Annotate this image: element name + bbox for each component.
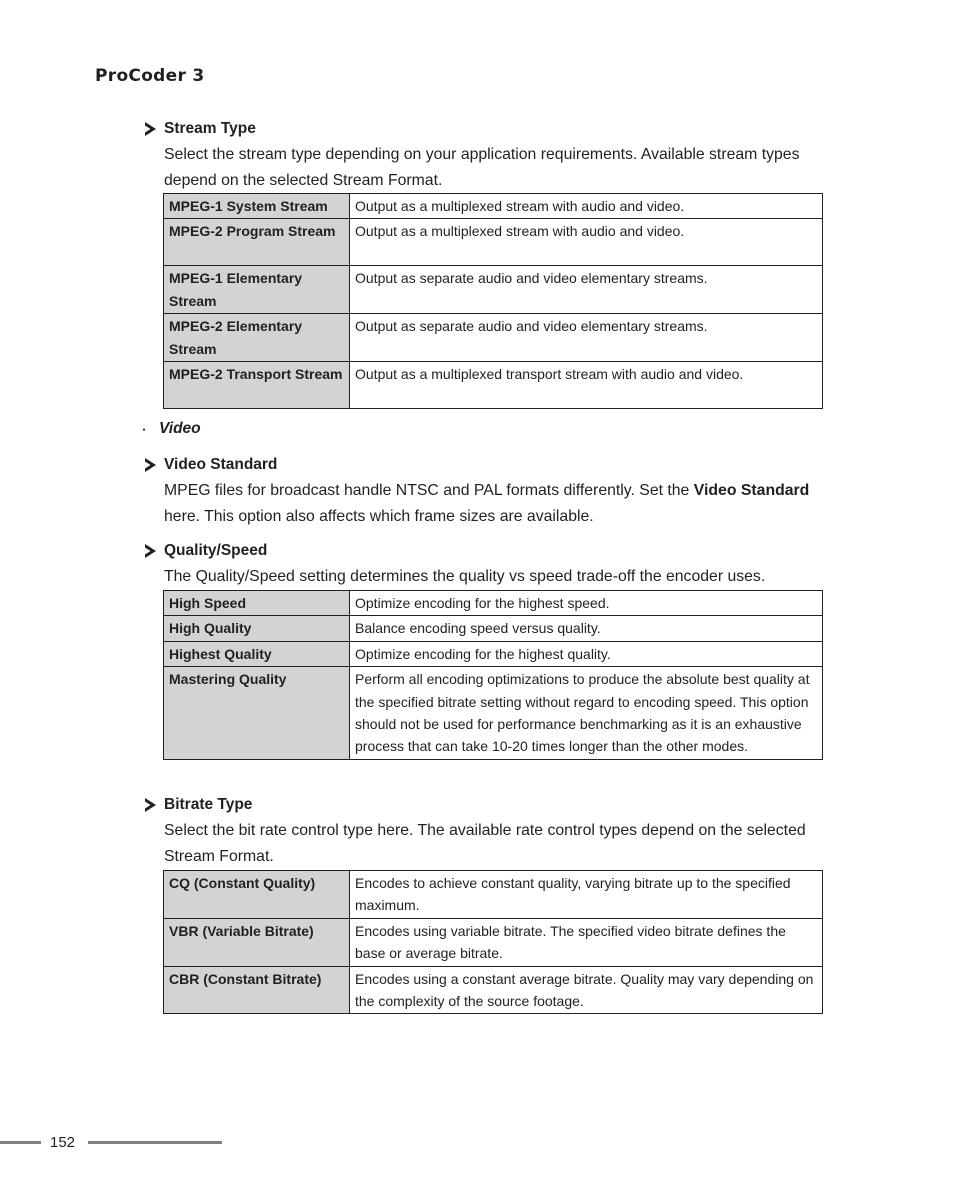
- bitrate-type-table: [163, 870, 823, 1014]
- table-key-cell: MPEG-2 Program Stream: [164, 219, 350, 266]
- video-standard-text-start: MPEG files for broadcast handle NTSC and PAL formats differently. Set the: [164, 482, 694, 499]
- video-standard-heading-label: Video Standard: [164, 456, 278, 473]
- quality-speed-description: The Quality/Speed setting determines the quality vs speed trade-off the encoder uses.: [164, 568, 766, 585]
- quality-speed-heading: [143, 540, 267, 562]
- table-row: [164, 918, 823, 966]
- video-standard-description: [164, 478, 834, 529]
- table-value-cell: Optimize encoding for the highest speed.: [350, 591, 823, 616]
- video-standard-heading: [143, 454, 277, 476]
- table-row: [164, 362, 823, 409]
- table-row: [164, 219, 823, 266]
- table-key-cell: High Speed: [164, 591, 350, 616]
- table-key-cell: High Quality: [164, 616, 350, 641]
- table-row: [164, 966, 823, 1014]
- video-section-label: Video: [159, 420, 201, 437]
- stream-type-table: [163, 193, 823, 409]
- table-row: [164, 616, 823, 641]
- table-value-cell: Encodes using variable bitrate. The specified video bitrate defines the base or average bitrate.: [350, 918, 823, 966]
- table-row: [164, 641, 823, 666]
- chevron-right-icon: [143, 121, 158, 137]
- bitrate-type-heading: [143, 794, 252, 816]
- video-section-bullet: [138, 419, 201, 439]
- video-standard-text-end: here. This option also affects which frame sizes are available.: [164, 507, 594, 525]
- table-key-cell: Highest Quality: [164, 641, 350, 666]
- table-row: [164, 667, 823, 760]
- table-row: [164, 194, 823, 219]
- table-value-cell: Optimize encoding for the highest quality.: [350, 641, 823, 666]
- table-value-cell: Output as separate audio and video elementary streams.: [350, 314, 823, 362]
- table-value-cell: Encodes to achieve constant quality, varying bitrate up to the specified maximum.: [350, 871, 823, 919]
- table-value-cell: Output as a multiplexed transport stream with audio and video.: [350, 362, 823, 409]
- table-row: [164, 591, 823, 616]
- bullet-dot-icon: ・: [138, 422, 151, 437]
- running-header-title: ProCoder 3: [95, 66, 205, 86]
- quality-speed-table: [163, 590, 823, 760]
- footer-rule-right: [88, 1141, 222, 1144]
- table-value-cell: Encodes using a constant average bitrate. Quality may vary depending on the complexity of the source footage.: [350, 966, 823, 1014]
- table-row: [164, 871, 823, 919]
- stream-type-description: Select the stream type depending on your application requirements. Available stream types depend on the selected Stream Format.: [164, 146, 800, 189]
- table-value-cell: Balance encoding speed versus quality.: [350, 616, 823, 641]
- quality-speed-heading-label: Quality/Speed: [164, 542, 268, 559]
- table-key-cell: VBR (Variable Bitrate): [164, 918, 350, 966]
- table-key-cell: MPEG-2 Transport Stream: [164, 362, 350, 409]
- table-key-cell: Mastering Quality: [164, 667, 350, 760]
- chevron-right-icon: [143, 797, 158, 813]
- footer-rule-left: [0, 1141, 41, 1144]
- table-key-cell: CQ (Constant Quality): [164, 871, 350, 919]
- table-value-cell: Output as separate audio and video elementary streams.: [350, 266, 823, 314]
- chevron-right-icon: [143, 457, 158, 473]
- table-key-cell: MPEG-2 Elementary Stream: [164, 314, 350, 362]
- bitrate-type-description: Select the bit rate control type here. The available rate control types depend on the selected Stream Format.: [164, 822, 806, 865]
- table-key-cell: MPEG-1 System Stream: [164, 194, 350, 219]
- table-row: [164, 314, 823, 362]
- stream-type-heading-label: Stream Type: [164, 120, 256, 137]
- table-value-cell: Output as a multiplexed stream with audio and video.: [350, 219, 823, 266]
- table-key-cell: CBR (Constant Bitrate): [164, 966, 350, 1014]
- table-key-cell: MPEG-1 Elementary Stream: [164, 266, 350, 314]
- chevron-right-icon: [143, 543, 158, 559]
- bitrate-type-heading-label: Bitrate Type: [164, 796, 253, 813]
- stream-type-heading: [143, 118, 256, 140]
- page-number: 152: [50, 1134, 76, 1151]
- table-value-cell: Perform all encoding optimizations to produce the absolute best quality at the specified bitrate setting without regard to encoding speed. This option should not be used for performance benchmarking as it is an exhaustive process that can take 10-20 times longer than the other modes.: [350, 667, 823, 760]
- table-row: [164, 266, 823, 314]
- table-value-cell: Output as a multiplexed stream with audio and video.: [350, 194, 823, 219]
- video-standard-term: Video Standard: [693, 482, 810, 499]
